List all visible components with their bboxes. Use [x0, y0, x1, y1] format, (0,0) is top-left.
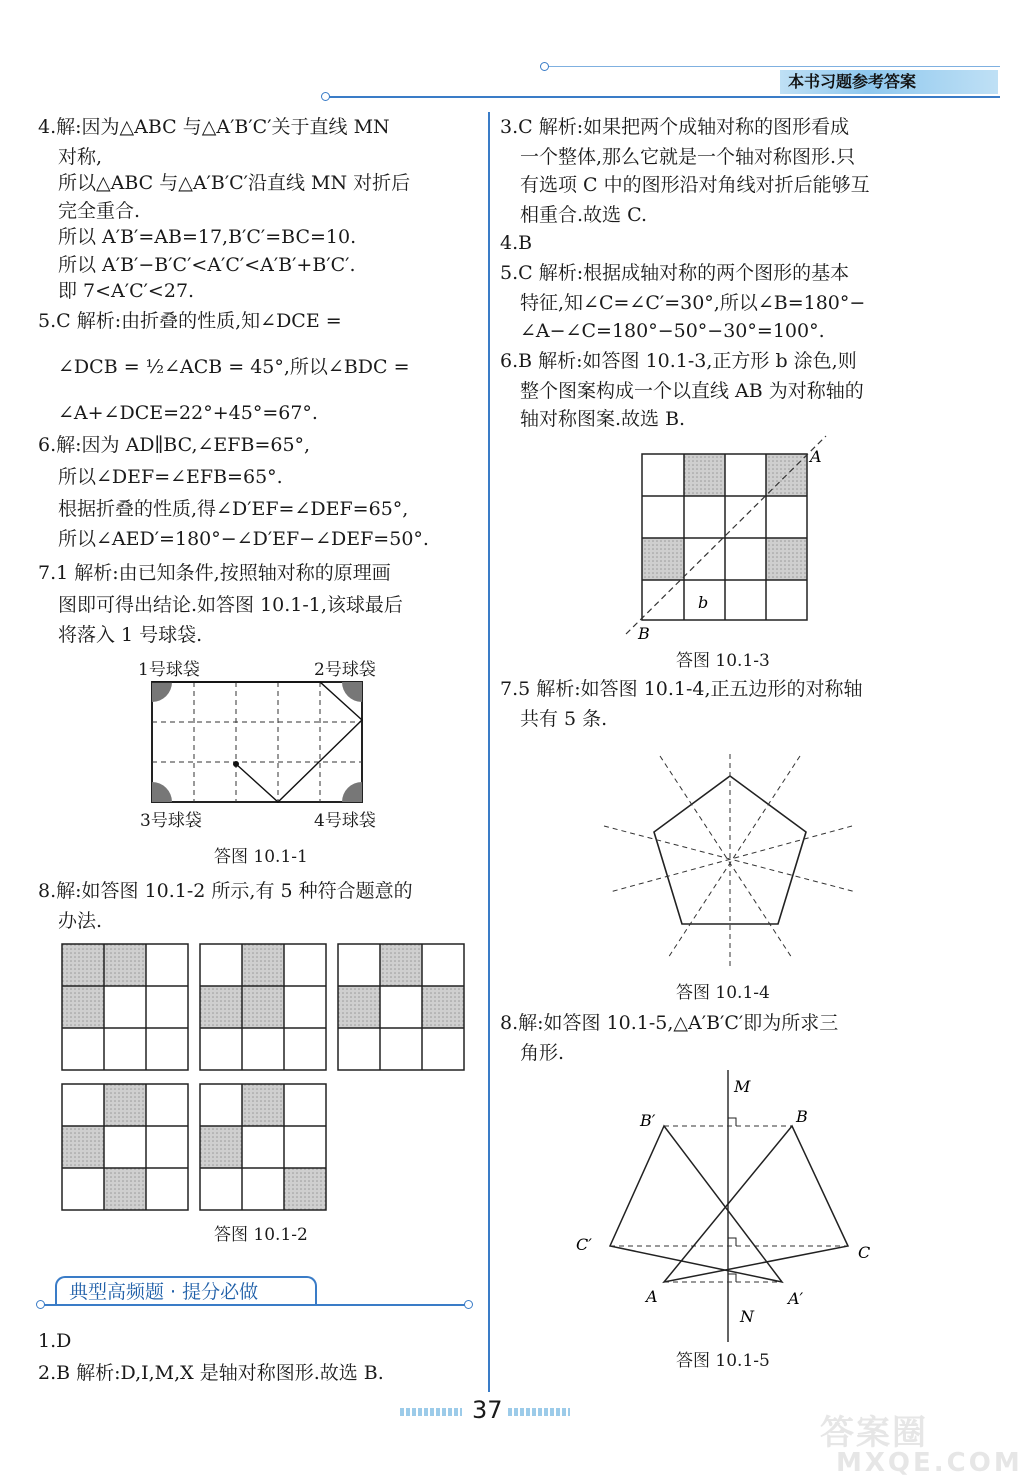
- shading-options-figure: [60, 942, 472, 1214]
- q4-line-3: 所以△ABC 与△A′B′C′沿直线 MN 对折后: [58, 172, 411, 194]
- q5-line-2: ∠DCB = ½∠ACB = 45°,所以∠BDC =: [58, 356, 410, 378]
- pocket-label-1: 1号球袋: [138, 660, 200, 680]
- column-divider: [488, 112, 490, 1392]
- q4-line-4: 完全重合.: [58, 200, 141, 222]
- billiard-table-figure: [150, 680, 365, 806]
- fig-10-1-5-caption: 答图 10.1-5: [676, 1351, 770, 1371]
- fig-10-1-4-caption: 答图 10.1-4: [676, 983, 770, 1003]
- header-thin-line: [545, 66, 1000, 67]
- pocket-label-4: 4号球袋: [314, 811, 376, 831]
- label-C-prime: C′: [576, 1235, 592, 1254]
- label-N: N: [740, 1307, 754, 1326]
- pocket-label-3: 3号球袋: [140, 811, 202, 831]
- reflection-triangle-figure: [560, 1066, 900, 1346]
- watermark-url: MXQE.COM: [836, 1448, 1023, 1478]
- header-line: [325, 96, 1000, 98]
- label-M: M: [734, 1077, 751, 1096]
- q6-line-4: 所以∠AED′=180°−∠D′EF−∠DEF=50°.: [58, 528, 429, 550]
- header-dot-left: [321, 92, 330, 101]
- pentagon-axes-figure: [596, 752, 860, 978]
- q4-line-6: 所以 A′B′−B′C′<A′C′<A′B′+B′C′.: [58, 254, 356, 276]
- section-dot-left: [36, 1300, 45, 1309]
- section-title: 典型高频题 · 提分必做: [55, 1276, 317, 1306]
- fig-10-1-1-caption: 答图 10.1-1: [214, 847, 308, 867]
- r-q3-line-1: 3.C 解析:如果把两个成轴对称的图形看成: [500, 116, 850, 138]
- q8-line-2: 办法.: [58, 910, 103, 932]
- watermark-logo: 答案圈: [820, 1413, 928, 1453]
- r-q7-line-1: 7.5 解析:如答图 10.1-4,正五边形的对称轴: [500, 678, 863, 700]
- r-q3-line-2: 一个整体,那么它就是一个轴对称图形.只: [520, 146, 856, 168]
- q5-line-1: 5.C 解析:由折叠的性质,知∠DCE =: [38, 310, 342, 332]
- label-B: B: [638, 624, 650, 643]
- section-dot-right: [464, 1300, 473, 1309]
- footer-deco-right: [508, 1408, 570, 1416]
- q7-line-3: 将落入 1 号球袋.: [58, 624, 203, 646]
- pocket-label-2: 2号球袋: [314, 660, 376, 680]
- label-A-prime: A′: [788, 1289, 804, 1308]
- fig-10-1-2-caption: 答图 10.1-2: [214, 1225, 308, 1245]
- s1-line: 1.D: [38, 1330, 72, 1352]
- r-q5-line-1: 5.C 解析:根据成轴对称的两个图形的基本: [500, 262, 850, 284]
- s2-line: 2.B 解析:D,I,M,X 是轴对称图形.故选 B.: [38, 1362, 384, 1384]
- label-C: C: [858, 1243, 871, 1262]
- label-A: A: [810, 447, 822, 466]
- q7-line-1: 7.1 解析:由已知条件,按照轴对称的原理画: [38, 562, 391, 584]
- header-title: 本书习题参考答案: [780, 70, 998, 94]
- page-number: 37: [472, 1396, 503, 1424]
- r-q6-line-1: 6.B 解析:如答图 10.1-3,正方形 b 涂色,则: [500, 350, 857, 372]
- footer-deco-left: [400, 1408, 462, 1416]
- q8-line-1: 8.解:如答图 10.1-2 所示,有 5 种符合题意的: [38, 880, 413, 902]
- label-b: b: [698, 593, 709, 612]
- label-B-prime: B′: [640, 1111, 656, 1130]
- label-A: A: [646, 1287, 658, 1306]
- r-q5-line-2: 特征,知∠C=∠C′=30°,所以∠B=180°−: [520, 292, 866, 314]
- r-q4-line: 4.B: [500, 232, 533, 254]
- symmetric-pattern-figure: [620, 432, 840, 644]
- label-B: B: [796, 1107, 808, 1126]
- q7-line-2: 图即可得出结论.如答图 10.1-1,该球最后: [58, 594, 403, 616]
- header-dot: [540, 62, 549, 71]
- r-q6-line-2: 整个图案构成一个以直线 AB 为对称轴的: [520, 380, 864, 402]
- q4-line-2: 对称,: [58, 146, 103, 168]
- r-q3-line-3: 有选项 C 中的图形沿对角线对折后能够互: [520, 174, 870, 196]
- fig-10-1-3-caption: 答图 10.1-3: [676, 651, 770, 671]
- r-q5-line-3: ∠A−∠C=180°−50°−30°=100°.: [520, 320, 825, 342]
- q6-line-3: 根据折叠的性质,得∠D′EF=∠DEF=65°,: [58, 498, 409, 520]
- q5-line-3: ∠A+∠DCE=22°+45°=67°.: [58, 402, 318, 424]
- r-q6-line-3: 轴对称图案.故选 B.: [520, 408, 686, 430]
- q4-line-5: 所以 A′B′=AB=17,B′C′=BC=10.: [58, 226, 357, 248]
- r-q8-line-2: 角形.: [520, 1042, 565, 1064]
- r-q7-line-2: 共有 5 条.: [520, 708, 608, 730]
- q6-line-1: 6.解:因为 AD∥BC,∠EFB=65°,: [38, 434, 311, 456]
- q4-line-1: 4.解:因为△ABC 与△A′B′C′关于直线 MN: [38, 116, 390, 138]
- q6-line-2: 所以∠DEF=∠EFB=65°.: [58, 466, 283, 488]
- q4-line-7: 即 7<A′C′<27.: [58, 280, 195, 302]
- r-q8-line-1: 8.解:如答图 10.1-5,△A′B′C′即为所求三: [500, 1012, 839, 1034]
- section-underline: [40, 1304, 470, 1306]
- r-q3-line-4: 相重合.故选 C.: [520, 204, 647, 226]
